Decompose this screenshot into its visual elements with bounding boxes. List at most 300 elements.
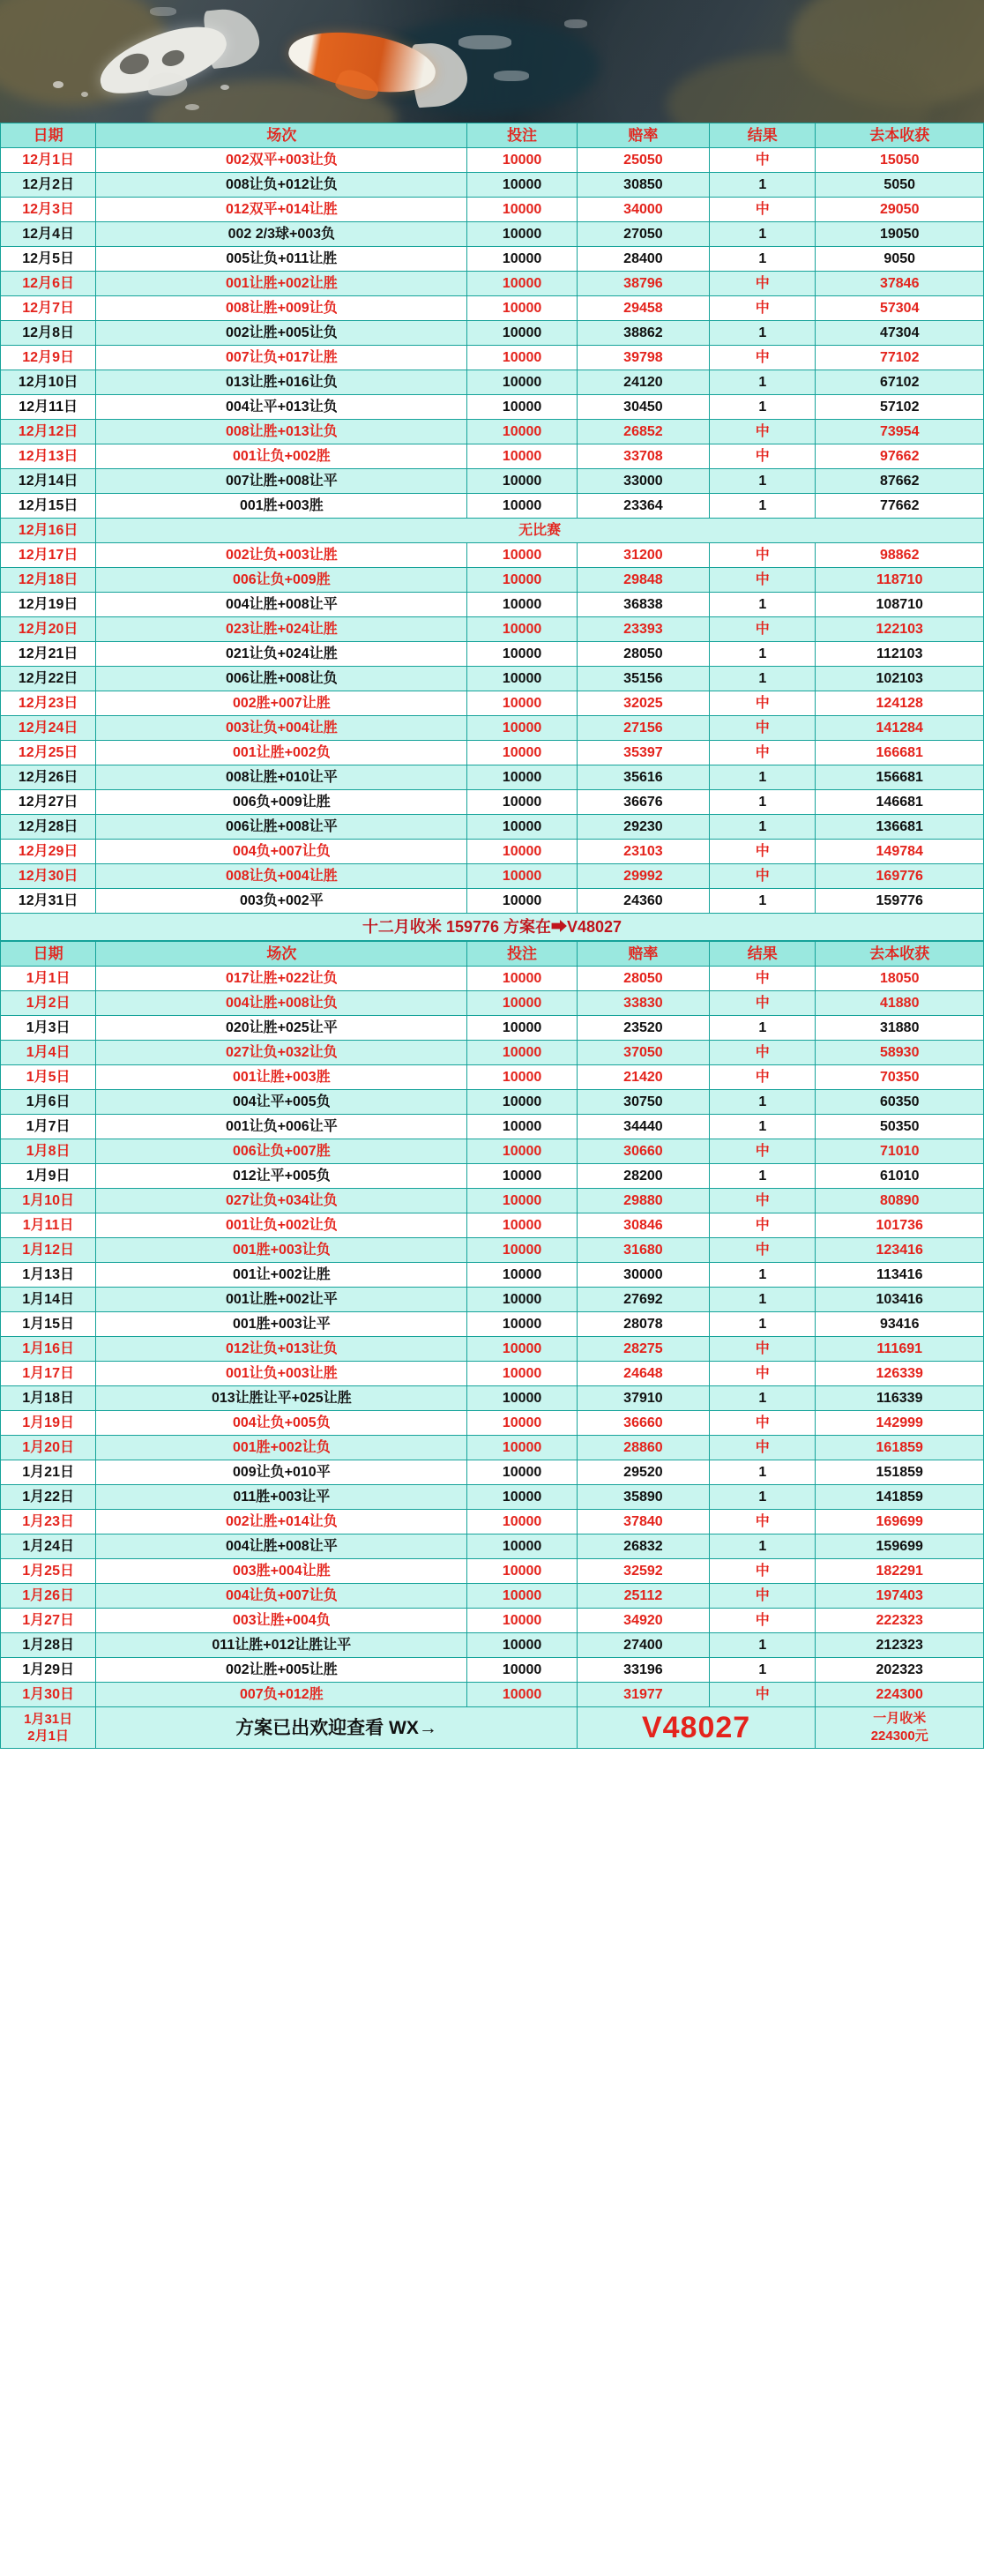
table-row (1, 1609, 984, 1633)
row-odds: 36676 (577, 790, 709, 815)
row-bet: 10000 (467, 1263, 577, 1288)
row-odds: 34440 (577, 1115, 709, 1139)
row-match: 003胜+004让胜 (96, 1559, 467, 1584)
row-result: 1 (710, 370, 816, 395)
row-bet: 10000 (467, 617, 577, 642)
row-odds: 23364 (577, 494, 709, 519)
row-date: 1月2日 (1, 991, 96, 1016)
row-result: 1 (710, 1633, 816, 1658)
december-results-table (0, 123, 984, 941)
row-odds: 37050 (577, 1041, 709, 1065)
column-header-odds: 赔率 (577, 942, 709, 967)
table-row (1, 494, 984, 519)
row-gain: 111691 (816, 1337, 984, 1362)
row-match: 002 2/3球+003负 (96, 222, 467, 247)
table-row (1, 1312, 984, 1337)
table-row (1, 370, 984, 395)
row-gain: 50350 (816, 1115, 984, 1139)
row-date: 1月25日 (1, 1559, 96, 1584)
row-match: 007让胜+008让平 (96, 469, 467, 494)
row-gain: 142999 (816, 1411, 984, 1436)
row-odds: 36660 (577, 1411, 709, 1436)
row-gain: 161859 (816, 1436, 984, 1460)
table-row (1, 296, 984, 321)
row-match: 006让胜+008让平 (96, 815, 467, 840)
table-row (1, 1213, 984, 1238)
row-date: 1月30日 (1, 1683, 96, 1707)
row-bet: 10000 (467, 1584, 577, 1609)
row-date: 1月15日 (1, 1312, 96, 1337)
row-date: 1月29日 (1, 1658, 96, 1683)
row-gain: 37846 (816, 272, 984, 296)
row-gain: 222323 (816, 1609, 984, 1633)
row-result: 中 (710, 296, 816, 321)
table-row (1, 1016, 984, 1041)
table-row (1, 568, 984, 593)
row-bet: 10000 (467, 1510, 577, 1534)
row-bet: 10000 (467, 222, 577, 247)
row-date: 12月28日 (1, 815, 96, 840)
row-odds: 35156 (577, 667, 709, 691)
table-row (1, 173, 984, 198)
row-bet: 10000 (467, 1337, 577, 1362)
table-row (1, 346, 984, 370)
row-result: 中 (710, 864, 816, 889)
row-date: 12月31日 (1, 889, 96, 914)
row-gain: 141859 (816, 1485, 984, 1510)
row-gain: 169699 (816, 1510, 984, 1534)
row-bet: 10000 (467, 765, 577, 790)
row-odds: 31680 (577, 1238, 709, 1263)
row-date: 12月2日 (1, 173, 96, 198)
table-row (1, 790, 984, 815)
row-date: 12月16日 (1, 519, 96, 543)
row-odds: 28200 (577, 1164, 709, 1189)
table-row (1, 1683, 984, 1707)
row-bet: 10000 (467, 272, 577, 296)
row-bet: 10000 (467, 815, 577, 840)
row-odds: 23520 (577, 1016, 709, 1041)
row-gain: 31880 (816, 1016, 984, 1041)
row-bet: 10000 (467, 198, 577, 222)
row-gain: 108710 (816, 593, 984, 617)
row-result: 中 (710, 1189, 816, 1213)
row-result: 1 (710, 889, 816, 914)
row-result: 中 (710, 716, 816, 741)
row-match: 020让胜+025让平 (96, 1016, 467, 1041)
column-header-gain: 去本收获 (816, 123, 984, 148)
row-match: 027让负+034让负 (96, 1189, 467, 1213)
row-bet: 10000 (467, 395, 577, 420)
row-odds: 30850 (577, 173, 709, 198)
row-odds: 30660 (577, 1139, 709, 1164)
row-bet: 10000 (467, 148, 577, 173)
row-result: 中 (710, 991, 816, 1016)
row-bet: 10000 (467, 1658, 577, 1683)
row-result: 1 (710, 494, 816, 519)
row-gain: 73954 (816, 420, 984, 444)
row-match: 006让胜+008让负 (96, 667, 467, 691)
row-date: 12月11日 (1, 395, 96, 420)
row-odds: 29992 (577, 864, 709, 889)
column-header-result: 结果 (710, 123, 816, 148)
column-header-gain: 去本收获 (816, 942, 984, 967)
row-bet: 10000 (467, 1288, 577, 1312)
row-result: 1 (710, 815, 816, 840)
table-row (1, 1436, 984, 1460)
row-gain: 159699 (816, 1534, 984, 1559)
row-odds: 25050 (577, 148, 709, 173)
table-row (1, 543, 984, 568)
table-row (1, 691, 984, 716)
row-result: 1 (710, 321, 816, 346)
row-match: 004让胜+008让平 (96, 1534, 467, 1559)
footer-gain-label: 一月收米 (873, 1711, 927, 1726)
table-row (1, 1288, 984, 1312)
row-odds: 29458 (577, 296, 709, 321)
row-result: 1 (710, 1534, 816, 1559)
row-result: 1 (710, 1115, 816, 1139)
table-row (1, 247, 984, 272)
row-gain: 87662 (816, 469, 984, 494)
row-result: 1 (710, 1263, 816, 1288)
row-date: 1月8日 (1, 1139, 96, 1164)
row-date: 12月9日 (1, 346, 96, 370)
row-odds: 23103 (577, 840, 709, 864)
footer-gain-cell (816, 1707, 984, 1749)
row-odds: 26852 (577, 420, 709, 444)
row-result: 中 (710, 444, 816, 469)
row-date: 1月23日 (1, 1510, 96, 1534)
row-result: 中 (710, 840, 816, 864)
row-date: 1月17日 (1, 1362, 96, 1386)
row-bet: 10000 (467, 1115, 577, 1139)
row-bet: 10000 (467, 1559, 577, 1584)
row-result: 中 (710, 568, 816, 593)
row-odds: 24648 (577, 1362, 709, 1386)
row-match: 001让胜+003胜 (96, 1065, 467, 1090)
row-bet: 10000 (467, 1312, 577, 1337)
row-bet: 10000 (467, 494, 577, 519)
row-bet: 10000 (467, 370, 577, 395)
row-gain: 71010 (816, 1139, 984, 1164)
row-odds: 29848 (577, 568, 709, 593)
row-match: 008让胜+010让平 (96, 765, 467, 790)
row-odds: 27156 (577, 716, 709, 741)
row-match: 012双平+014让胜 (96, 198, 467, 222)
row-gain: 122103 (816, 617, 984, 642)
table-row (1, 1584, 984, 1609)
row-match: 007负+012胜 (96, 1683, 467, 1707)
row-match: 001让负+002让负 (96, 1213, 467, 1238)
row-bet: 10000 (467, 469, 577, 494)
row-odds: 33196 (577, 1658, 709, 1683)
row-date: 12月10日 (1, 370, 96, 395)
row-result: 中 (710, 1411, 816, 1436)
row-bet: 10000 (467, 543, 577, 568)
row-gain: 101736 (816, 1213, 984, 1238)
table-row (1, 967, 984, 991)
row-result: 中 (710, 1559, 816, 1584)
row-date: 1月19日 (1, 1411, 96, 1436)
row-date: 1月21日 (1, 1460, 96, 1485)
row-result: 1 (710, 1312, 816, 1337)
row-gain: 141284 (816, 716, 984, 741)
row-odds: 35397 (577, 741, 709, 765)
row-odds: 38862 (577, 321, 709, 346)
table-header-row (1, 123, 984, 148)
row-odds: 29520 (577, 1460, 709, 1485)
row-odds: 33708 (577, 444, 709, 469)
row-result: 中 (710, 1139, 816, 1164)
table-row (1, 864, 984, 889)
row-gain: 77662 (816, 494, 984, 519)
table-row (1, 840, 984, 864)
row-odds: 38796 (577, 272, 709, 296)
row-bet: 10000 (467, 1436, 577, 1460)
row-result: 1 (710, 173, 816, 198)
row-gain: 77102 (816, 346, 984, 370)
row-bet: 10000 (467, 1164, 577, 1189)
row-odds: 31200 (577, 543, 709, 568)
row-result: 1 (710, 593, 816, 617)
row-match: 003让负+004让胜 (96, 716, 467, 741)
row-result: 1 (710, 667, 816, 691)
row-match: 002让胜+005让负 (96, 321, 467, 346)
row-match: 002让负+003让胜 (96, 543, 467, 568)
footer-date-line2: 2月1日 (27, 1729, 69, 1743)
row-result: 1 (710, 469, 816, 494)
row-gain: 112103 (816, 642, 984, 667)
row-bet: 10000 (467, 321, 577, 346)
table-row (1, 765, 984, 790)
row-odds: 29230 (577, 815, 709, 840)
table-row (1, 222, 984, 247)
row-date: 12月17日 (1, 543, 96, 568)
row-match: 005让负+011让胜 (96, 247, 467, 272)
table-row (1, 1362, 984, 1386)
row-result: 1 (710, 642, 816, 667)
row-bet: 10000 (467, 840, 577, 864)
row-odds: 35616 (577, 765, 709, 790)
row-result: 1 (710, 1016, 816, 1041)
row-bet: 10000 (467, 1016, 577, 1041)
table-row (1, 1238, 984, 1263)
row-bet: 10000 (467, 420, 577, 444)
footer-date-line1: 1月31日 (24, 1712, 73, 1727)
row-match: 006让负+009胜 (96, 568, 467, 593)
column-header-date: 日期 (1, 942, 96, 967)
row-match: 004负+007让负 (96, 840, 467, 864)
row-match: 004让平+013让负 (96, 395, 467, 420)
table-row (1, 1164, 984, 1189)
row-gain: 67102 (816, 370, 984, 395)
row-gain: 61010 (816, 1164, 984, 1189)
row-odds: 25112 (577, 1584, 709, 1609)
table-row (1, 1386, 984, 1411)
row-result: 1 (710, 222, 816, 247)
row-date: 1月9日 (1, 1164, 96, 1189)
row-date: 1月11日 (1, 1213, 96, 1238)
row-result: 中 (710, 1213, 816, 1238)
row-result: 中 (710, 1683, 816, 1707)
row-match: 012让负+013让负 (96, 1337, 467, 1362)
row-gain: 97662 (816, 444, 984, 469)
row-gain: 197403 (816, 1584, 984, 1609)
row-bet: 10000 (467, 1139, 577, 1164)
row-bet: 10000 (467, 1633, 577, 1658)
row-date: 12月24日 (1, 716, 96, 741)
table-row (1, 519, 984, 543)
row-bet: 10000 (467, 642, 577, 667)
row-odds: 37840 (577, 1510, 709, 1534)
row-match: 003负+002平 (96, 889, 467, 914)
row-odds: 28860 (577, 1436, 709, 1460)
row-odds: 27692 (577, 1288, 709, 1312)
table-row (1, 716, 984, 741)
row-match: 006负+009让胜 (96, 790, 467, 815)
row-match: 007让负+017让胜 (96, 346, 467, 370)
row-odds: 28050 (577, 642, 709, 667)
row-match: 008让胜+009让负 (96, 296, 467, 321)
table-row (1, 1115, 984, 1139)
row-bet: 10000 (467, 1609, 577, 1633)
row-match: 027让负+032让负 (96, 1041, 467, 1065)
row-gain: 9050 (816, 247, 984, 272)
row-result: 1 (710, 247, 816, 272)
row-result: 中 (710, 420, 816, 444)
row-match: 004让负+005负 (96, 1411, 467, 1436)
row-gain: 116339 (816, 1386, 984, 1411)
table-row (1, 444, 984, 469)
row-result: 中 (710, 1584, 816, 1609)
row-bet: 10000 (467, 1386, 577, 1411)
column-header-match: 场次 (96, 123, 467, 148)
row-date: 1月16日 (1, 1337, 96, 1362)
footer-date-cell (1, 1707, 96, 1749)
row-date: 1月12日 (1, 1238, 96, 1263)
table-row (1, 420, 984, 444)
row-bet: 10000 (467, 691, 577, 716)
table-row (1, 667, 984, 691)
table-row (1, 815, 984, 840)
row-result: 1 (710, 765, 816, 790)
row-result: 中 (710, 1238, 816, 1263)
row-bet: 10000 (467, 991, 577, 1016)
row-gain: 47304 (816, 321, 984, 346)
row-result: 1 (710, 1386, 816, 1411)
table-row (1, 1041, 984, 1065)
row-result: 1 (710, 1460, 816, 1485)
row-gain: 151859 (816, 1460, 984, 1485)
table-row (1, 272, 984, 296)
footer-wechat-code[interactable]: V48027 (577, 1707, 816, 1749)
row-result: 中 (710, 198, 816, 222)
column-header-bet: 投注 (467, 123, 577, 148)
row-date: 1月13日 (1, 1263, 96, 1288)
row-date: 12月26日 (1, 765, 96, 790)
row-date: 12月18日 (1, 568, 96, 593)
row-date: 12月13日 (1, 444, 96, 469)
column-header-odds: 赔率 (577, 123, 709, 148)
row-bet: 10000 (467, 1683, 577, 1707)
row-match: 009让负+010平 (96, 1460, 467, 1485)
column-header-result: 结果 (710, 942, 816, 967)
row-date: 12月23日 (1, 691, 96, 716)
row-odds: 30846 (577, 1213, 709, 1238)
column-header-date: 日期 (1, 123, 96, 148)
row-date: 1月10日 (1, 1189, 96, 1213)
row-result: 中 (710, 1041, 816, 1065)
row-date: 12月22日 (1, 667, 96, 691)
table-row (1, 991, 984, 1016)
table-row (1, 469, 984, 494)
table-row (1, 593, 984, 617)
row-gain: 118710 (816, 568, 984, 593)
row-odds: 30450 (577, 395, 709, 420)
row-date: 1月3日 (1, 1016, 96, 1041)
row-result: 中 (710, 148, 816, 173)
koi-fish-banner-image (0, 0, 984, 123)
row-gain: 5050 (816, 173, 984, 198)
table-row (1, 1090, 984, 1115)
row-match: 021让负+024让胜 (96, 642, 467, 667)
row-odds: 35890 (577, 1485, 709, 1510)
table-row (1, 741, 984, 765)
row-result: 中 (710, 741, 816, 765)
row-result: 中 (710, 1510, 816, 1534)
row-gain: 29050 (816, 198, 984, 222)
row-date: 12月3日 (1, 198, 96, 222)
row-date: 1月22日 (1, 1485, 96, 1510)
row-result: 1 (710, 395, 816, 420)
row-gain: 124128 (816, 691, 984, 716)
table-row (1, 1139, 984, 1164)
row-match: 004让胜+008让平 (96, 593, 467, 617)
row-bet: 10000 (467, 1213, 577, 1238)
table-row (1, 1189, 984, 1213)
row-bet: 10000 (467, 1090, 577, 1115)
row-date: 12月12日 (1, 420, 96, 444)
row-odds: 27050 (577, 222, 709, 247)
row-match: 008让负+012让负 (96, 173, 467, 198)
table-row (1, 1337, 984, 1362)
row-date: 12月14日 (1, 469, 96, 494)
row-date: 12月21日 (1, 642, 96, 667)
row-match: 002让胜+014让负 (96, 1510, 467, 1534)
row-gain: 60350 (816, 1090, 984, 1115)
row-match: 008让胜+013让负 (96, 420, 467, 444)
row-match: 003让胜+004负 (96, 1609, 467, 1633)
january-results-table (0, 941, 984, 1749)
row-gain: 103416 (816, 1288, 984, 1312)
row-date: 1月4日 (1, 1041, 96, 1065)
row-match: 001胜+003胜 (96, 494, 467, 519)
row-odds: 34920 (577, 1609, 709, 1633)
column-header-match: 场次 (96, 942, 467, 967)
row-bet: 10000 (467, 1065, 577, 1090)
row-match: 001让负+006让平 (96, 1115, 467, 1139)
row-odds: 28078 (577, 1312, 709, 1337)
row-bet: 10000 (467, 1460, 577, 1485)
row-gain: 212323 (816, 1633, 984, 1658)
row-date: 1月7日 (1, 1115, 96, 1139)
table-row (1, 1485, 984, 1510)
row-gain: 80890 (816, 1189, 984, 1213)
row-bet: 10000 (467, 1362, 577, 1386)
row-gain: 93416 (816, 1312, 984, 1337)
row-gain: 41880 (816, 991, 984, 1016)
